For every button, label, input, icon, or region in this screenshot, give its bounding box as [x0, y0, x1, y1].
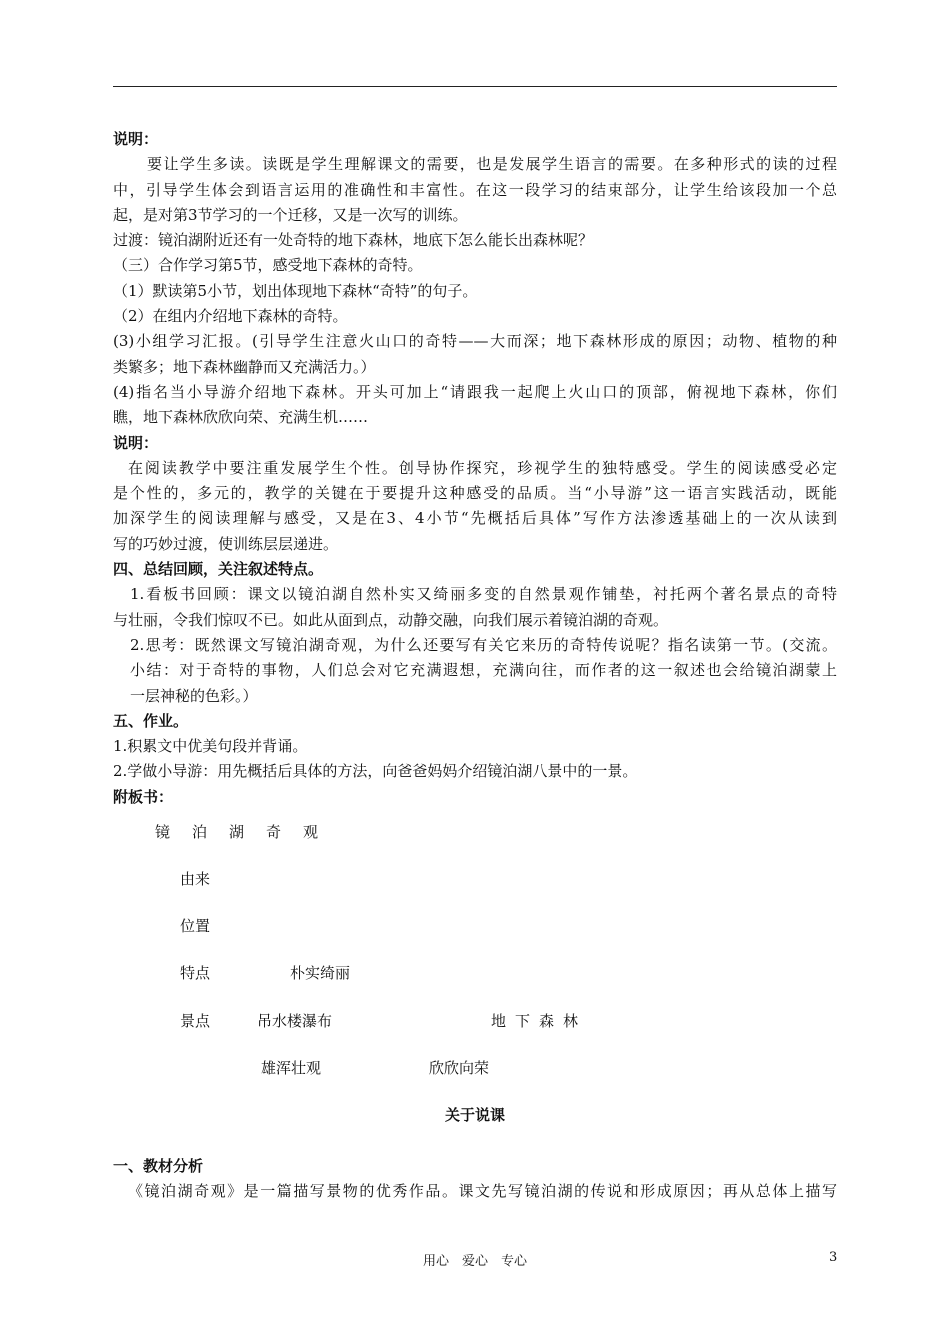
paragraph-line: 1.积累文中优美句段并背诵。: [113, 737, 308, 756]
board-spot-1: 吊水楼瀑布: [257, 1012, 333, 1030]
page-number: 3: [829, 1250, 838, 1265]
paragraph-line: 加深学生的阅读理解与感受，又是在3、4小节“先概括后具体”写作方法渗透基础上的一次从读到: [113, 509, 837, 528]
paragraph-line: 在阅读教学中要注重发展学生个性。创导协作探究，珍视学生的独特感受。学生的阅读感受必定: [128, 458, 837, 477]
board-spot-2-desc: 欣欣向荣: [429, 1059, 490, 1077]
section-body: [113, 1154, 837, 1205]
paragraph-line: 中，引导学生体会到语言运用的准确性和丰富性。在这一段学习的结束部分，让学生给该段加一个总: [113, 180, 837, 199]
board-spot-2: 地下森林: [491, 1012, 588, 1030]
paragraph-line: 起，是对第3节学习的一个迁移，又是一次写的训练。: [113, 205, 468, 224]
paragraph-line: (3)小组学习汇报。(引导学生注意火山口的奇特——大而深；地下森林形成的原因；动物、植物的种: [113, 332, 837, 351]
section-title: 关于说课: [444, 1106, 505, 1124]
subsection-heading: 一、教材分析: [113, 1157, 204, 1175]
paragraph-line: 写的巧妙过渡，使训练层层递进。: [113, 534, 339, 553]
board-position: 位置: [180, 917, 211, 935]
paragraph-line: 一层神秘的色彩。）: [130, 686, 258, 705]
note-heading: 说明：: [113, 130, 159, 148]
paragraph-line: 1.看板书回顾：课文以镜泊湖自然朴实又绮丽多变的自然景观作铺垫，衬托两个著名景点的奇特: [130, 585, 837, 604]
paragraph-line: 要让学生多读。读既是学生理解课文的需要，也是发展学生语言的需要。在多种形式的读的过程: [147, 155, 837, 174]
paragraph-line: 类繁多；地下森林幽静而又充满活力。）: [113, 357, 376, 376]
board-spot-1-desc: 雄浑壮观: [261, 1059, 322, 1077]
board-spots: 景点: [180, 1012, 211, 1030]
board-origin: 由来: [180, 870, 211, 888]
board-feature-value: 朴实绮丽: [290, 964, 351, 982]
section-heading: 五、作业。: [113, 711, 189, 730]
board-heading: 附板书：: [113, 787, 174, 806]
board-title: 镜泊湖奇观: [155, 823, 341, 841]
paragraph-line: 与壮丽，令我们惊叹不已。如此从面到点，动静交融，向我们展示着镜泊湖的奇观。: [113, 610, 669, 629]
paragraph-line: 瞧，地下森林欣欣向荣、充满生机……: [113, 408, 369, 427]
header-rule: [113, 86, 837, 87]
board-feature: 特点: [180, 964, 211, 982]
paragraph-line: 小结：对于奇特的事物，人们总会对它充满遐想，充满向往，而作者的这一叙述也会给镜泊湖蒙上: [130, 661, 837, 680]
paragraph-line: 《镜泊湖奇观》是一篇描写景物的优秀作品。课文先写镜泊湖的传说和形成原因；再从总体上描写: [128, 1182, 837, 1201]
section-heading: 四、总结回顾，关注叙述特点。: [113, 560, 324, 579]
paragraph-line: 2.思考：既然课文写镜泊湖奇观，为什么还要写有关它来历的奇特传说呢？指名读第一节。(交流。: [130, 635, 837, 654]
paragraph-line: （三）合作学习第5节，感受地下森林的奇特。: [113, 256, 423, 275]
document-body: [113, 127, 837, 810]
footer-motto: 用心 爱心 专心: [422, 1254, 527, 1269]
paragraph-line: (4)指名当小导游介绍地下森林。开头可加上“请跟我一起爬上火山口的顶部，俯视地下森林，你们: [113, 382, 837, 401]
paragraph-line: 过渡：镜泊湖附近还有一处奇特的地下森林，地底下怎么能长出森林呢？: [113, 231, 594, 250]
note-heading: 说明：: [113, 433, 159, 452]
paragraph-line: （2）在组内介绍地下森林的奇特。: [113, 307, 348, 326]
paragraph-line: 是个性的，多元的，教学的关键在于要提升这种感受的品质。当“小导游”这一语言实践活动，既能: [113, 484, 837, 503]
paragraph-line: （1）默读第5小节，划出体现地下森林“奇特”的句子。: [113, 281, 478, 300]
paragraph-line: 2.学做小导游：用先概括后具体的方法，向爸爸妈妈介绍镜泊湖八景中的一景。: [113, 762, 638, 781]
